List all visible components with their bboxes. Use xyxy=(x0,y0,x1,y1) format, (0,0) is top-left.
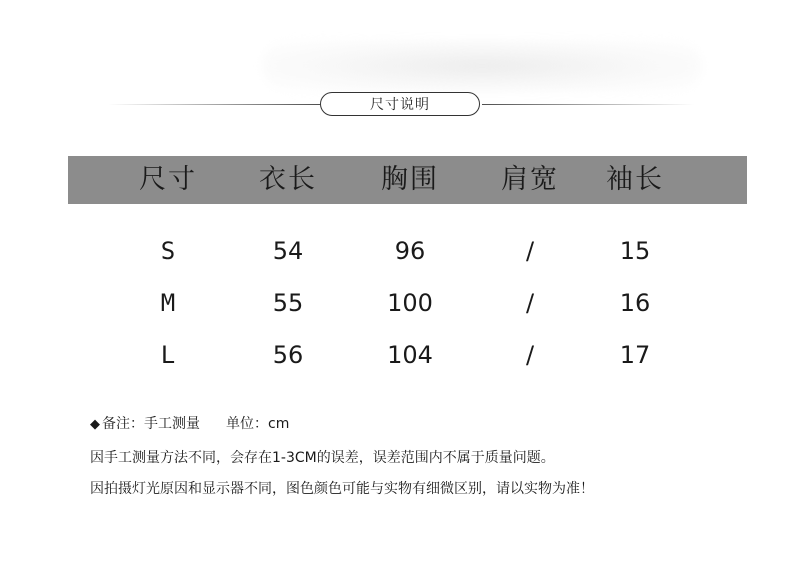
cell-sleeve: 15 xyxy=(619,237,651,265)
header-size: 尺寸 xyxy=(139,164,197,195)
note-measurement-error: 因手工测量方法不同，会存在1-3CM的误差，误差范围内不属于质量问题。 xyxy=(90,450,555,466)
note-unit: 单位：cm xyxy=(226,416,290,432)
cell-size: L xyxy=(160,341,176,369)
table-row xyxy=(68,278,747,330)
size-table xyxy=(68,156,747,369)
title-divider-left xyxy=(108,104,320,105)
header-glow-decoration xyxy=(262,40,702,92)
header-shoulder: 肩宽 xyxy=(501,164,559,195)
cell-size: S xyxy=(160,237,176,265)
header-sleeve: 袖长 xyxy=(606,164,664,195)
cell-size: M xyxy=(160,289,176,317)
note-remark: 备注：手工测量 xyxy=(102,416,200,432)
cell-chest: 100 xyxy=(387,289,433,317)
cell-chest: 96 xyxy=(394,237,426,265)
header-chest: 胸围 xyxy=(381,164,439,195)
note-color-difference: 因拍摄灯光原因和显示器不同，图色颜色可能与实物有细微区别，请以实物为准！ xyxy=(90,481,594,497)
table-row xyxy=(68,226,747,278)
cell-length: 56 xyxy=(272,341,304,369)
cell-length: 54 xyxy=(272,237,304,265)
table-header-row xyxy=(68,156,747,204)
cell-sleeve: 16 xyxy=(619,289,651,317)
table-body xyxy=(68,226,747,382)
note-remark-line xyxy=(90,414,289,435)
cell-length: 55 xyxy=(272,289,304,317)
cell-sleeve: 17 xyxy=(619,341,651,369)
cell-shoulder: / xyxy=(525,237,535,265)
cell-chest: 104 xyxy=(387,341,433,369)
diamond-icon: ◆ xyxy=(90,417,100,432)
header-length: 衣长 xyxy=(259,164,317,195)
title-divider-right xyxy=(482,104,694,105)
section-title: 尺寸说明 xyxy=(320,92,480,116)
cell-shoulder: / xyxy=(525,341,535,369)
table-row xyxy=(68,330,747,382)
cell-shoulder: / xyxy=(525,289,535,317)
